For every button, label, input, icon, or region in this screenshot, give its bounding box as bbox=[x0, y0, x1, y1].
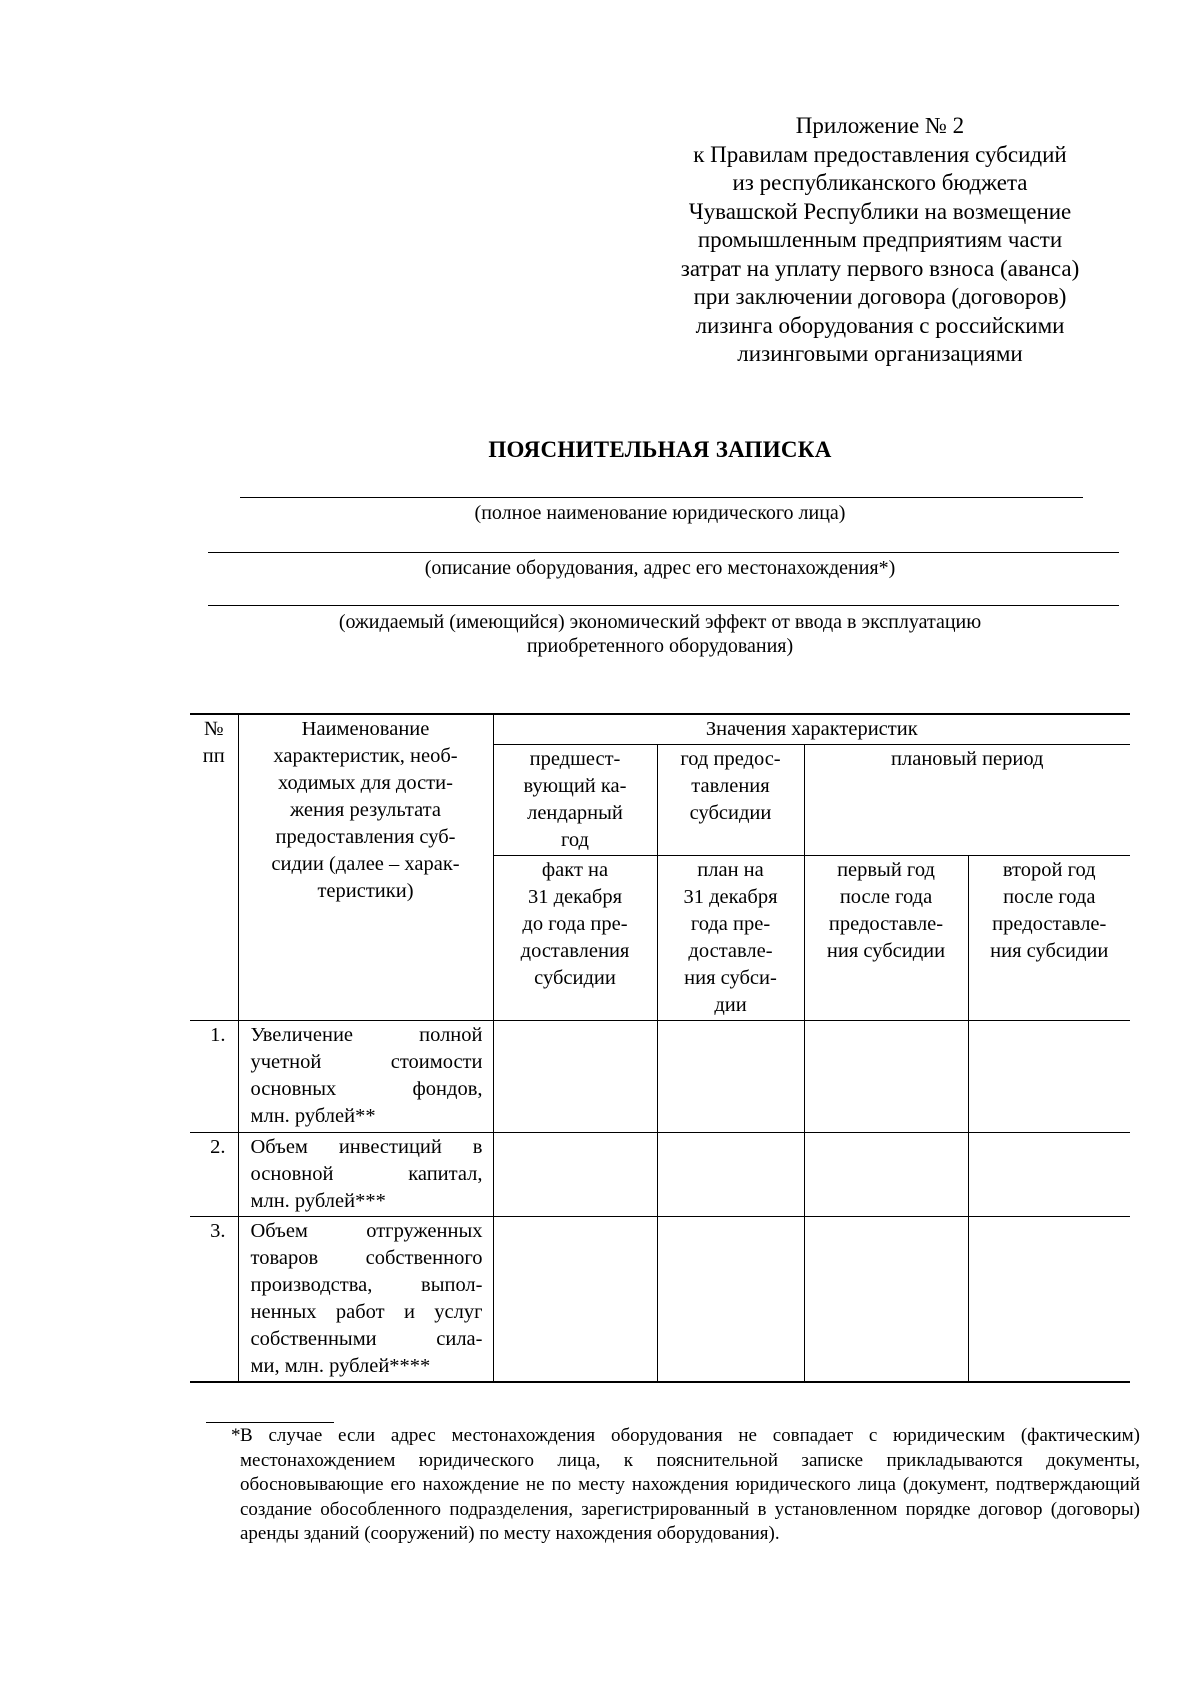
header-line: первый год bbox=[837, 859, 935, 881]
header-line: после года bbox=[839, 886, 933, 908]
row-text-line: собственными сила- bbox=[250, 1328, 483, 1350]
header-line: после года bbox=[1003, 886, 1096, 908]
equipment-fill-line bbox=[208, 552, 1119, 553]
header-name-line: ходимых для дости- bbox=[278, 772, 453, 794]
table-row bbox=[190, 1217, 1130, 1383]
effect-caption-line: (ожидаемый (имеющийся) экономический эффект от ввода в эксплуатацию bbox=[338, 611, 982, 633]
row-text-line: товаров собственного bbox=[250, 1247, 483, 1269]
row-text-line: Объем инвестиций в bbox=[250, 1136, 483, 1158]
row-characteristic bbox=[238, 1217, 493, 1383]
header-plan bbox=[657, 856, 804, 1021]
footnote-text: В случае если адрес местонахождения оборудования не совпадает с юридическим (фактическим) местонахождением юридического лица, к пояснительной записке прикладываются документы, обосновывающие его нахождение не по месту нахождения юридического лица (документ, подтверждающий создание обособленного подразделения, зарегистрированный в установленном порядке договор (договоры) аренды зданий (сооружений) по месту нахождения оборудования). bbox=[240, 1425, 1140, 1544]
effect-fill-line bbox=[208, 605, 1119, 606]
appendix-line: Чувашской Республики на возмещение bbox=[688, 198, 1072, 224]
appendix-header bbox=[640, 112, 1120, 369]
appendix-line: затрат на уплату первого взноса (аванса) bbox=[680, 255, 1080, 281]
header-fact bbox=[493, 856, 657, 1021]
equipment-caption: (описание оборудования, адрес его местонахождения*) bbox=[424, 557, 896, 579]
appendix-line: промышленным предприятиям части bbox=[697, 227, 1063, 252]
header-line: план на bbox=[697, 859, 764, 881]
row-number: 1. bbox=[190, 1021, 238, 1133]
header-line: тавления bbox=[691, 775, 770, 797]
row-characteristic bbox=[238, 1021, 493, 1133]
header-line: доставле- bbox=[688, 940, 773, 962]
header-line: ния субсидии bbox=[990, 940, 1109, 962]
header-num-cell bbox=[190, 714, 238, 1021]
header-grant-year bbox=[657, 745, 804, 856]
effect-caption bbox=[200, 610, 1120, 658]
appendix-line: к Правилам предоставления субсидий bbox=[693, 141, 1067, 167]
value-cell bbox=[657, 1021, 804, 1133]
value-cell bbox=[493, 1133, 657, 1217]
header-line: вующий ка- bbox=[523, 775, 627, 797]
appendix-line: лизинговыми организациями bbox=[737, 341, 1023, 366]
header-name-line: Наименование bbox=[301, 718, 430, 740]
value-cell bbox=[493, 1217, 657, 1383]
header-line: ния субсидии bbox=[826, 940, 946, 962]
row-text-line: производства, выпол- bbox=[250, 1274, 483, 1296]
header-line: 31 декабря bbox=[527, 886, 622, 908]
row-characteristic bbox=[238, 1133, 493, 1217]
header-line: предшест- bbox=[529, 748, 621, 770]
header-name-line: сидии (далее – харак- bbox=[271, 853, 460, 875]
row-text-line: Объем отгруженных bbox=[250, 1220, 483, 1242]
header-line: второй год bbox=[1002, 859, 1096, 881]
header-name-line: характеристик, необ- bbox=[273, 745, 458, 767]
value-cell bbox=[968, 1133, 1130, 1217]
header-line: лендарный bbox=[527, 802, 623, 824]
header-line: год bbox=[561, 829, 589, 851]
row-text-line: млн. рублей*** bbox=[250, 1190, 386, 1212]
footnote-marker: * bbox=[231, 1425, 241, 1446]
header-line: предоставле- bbox=[828, 913, 944, 935]
document-title: ПОЯСНИТЕЛЬНАЯ ЗАПИСКА bbox=[488, 437, 832, 462]
table-row bbox=[190, 1133, 1130, 1217]
legal-entity-caption: (полное наименование юридического лица) bbox=[474, 502, 846, 524]
row-text-line: млн. рублей** bbox=[250, 1105, 376, 1127]
value-cell bbox=[968, 1217, 1130, 1383]
characteristics-table bbox=[190, 713, 1130, 1383]
header-line: субсидии bbox=[689, 802, 772, 824]
header-name-line: предоставления суб- bbox=[275, 826, 456, 848]
row-text-line: ми, млн. рублей**** bbox=[250, 1355, 431, 1377]
legal-entity-fill-line bbox=[240, 497, 1083, 498]
header-first-year bbox=[804, 856, 968, 1021]
header-line: ния субси- bbox=[684, 967, 777, 989]
header-line: года пре- bbox=[690, 913, 771, 935]
footnote bbox=[231, 1424, 1140, 1547]
header-line: предоставле- bbox=[992, 913, 1107, 935]
appendix-line: лизинга оборудования с российскими bbox=[695, 312, 1065, 338]
row-text-line: ненных работ и услуг bbox=[250, 1301, 483, 1323]
header-line: доставления bbox=[520, 940, 630, 962]
header-plan-period: плановый период bbox=[804, 745, 1130, 856]
row-text-line: основной капитал, bbox=[250, 1163, 483, 1185]
header-line: 31 декабря bbox=[683, 886, 778, 908]
header-prev-year bbox=[493, 745, 657, 856]
header-line: до года пре- bbox=[522, 913, 628, 935]
appendix-line: из республиканского бюджета bbox=[732, 170, 1028, 195]
header-name-line: теристики) bbox=[317, 880, 414, 902]
header-row bbox=[190, 714, 1130, 745]
row-number: 2. bbox=[190, 1133, 238, 1217]
effect-caption-line: приобретенного оборудования) bbox=[526, 635, 794, 657]
header-line: дии bbox=[714, 994, 747, 1016]
header-values-title: Значения характеристик bbox=[493, 714, 1130, 745]
appendix-line: Приложение № 2 bbox=[795, 113, 965, 138]
value-cell bbox=[968, 1021, 1130, 1133]
table-row bbox=[190, 1021, 1130, 1133]
header-num-line: № bbox=[203, 718, 224, 740]
row-number: 3. bbox=[190, 1217, 238, 1383]
value-cell bbox=[804, 1021, 968, 1133]
header-line: факт на bbox=[541, 859, 609, 881]
value-cell bbox=[804, 1133, 968, 1217]
header-name-cell bbox=[238, 714, 493, 1021]
value-cell bbox=[493, 1021, 657, 1133]
value-cell bbox=[804, 1217, 968, 1383]
header-num-line: пп bbox=[202, 745, 225, 767]
header-line: субсидии bbox=[534, 967, 616, 989]
value-cell bbox=[657, 1133, 804, 1217]
row-text-line: Увеличение полной bbox=[250, 1024, 483, 1046]
row-text-line: учетной стоимости bbox=[250, 1051, 483, 1073]
header-name-line: жения результата bbox=[290, 799, 441, 821]
appendix-line: при заключении договора (договоров) bbox=[693, 284, 1067, 309]
value-cell bbox=[657, 1217, 804, 1383]
footnote-separator bbox=[206, 1422, 334, 1423]
header-second-year bbox=[968, 856, 1130, 1021]
header-line: год предос- bbox=[680, 748, 781, 770]
row-text-line: основных фондов, bbox=[250, 1078, 483, 1100]
